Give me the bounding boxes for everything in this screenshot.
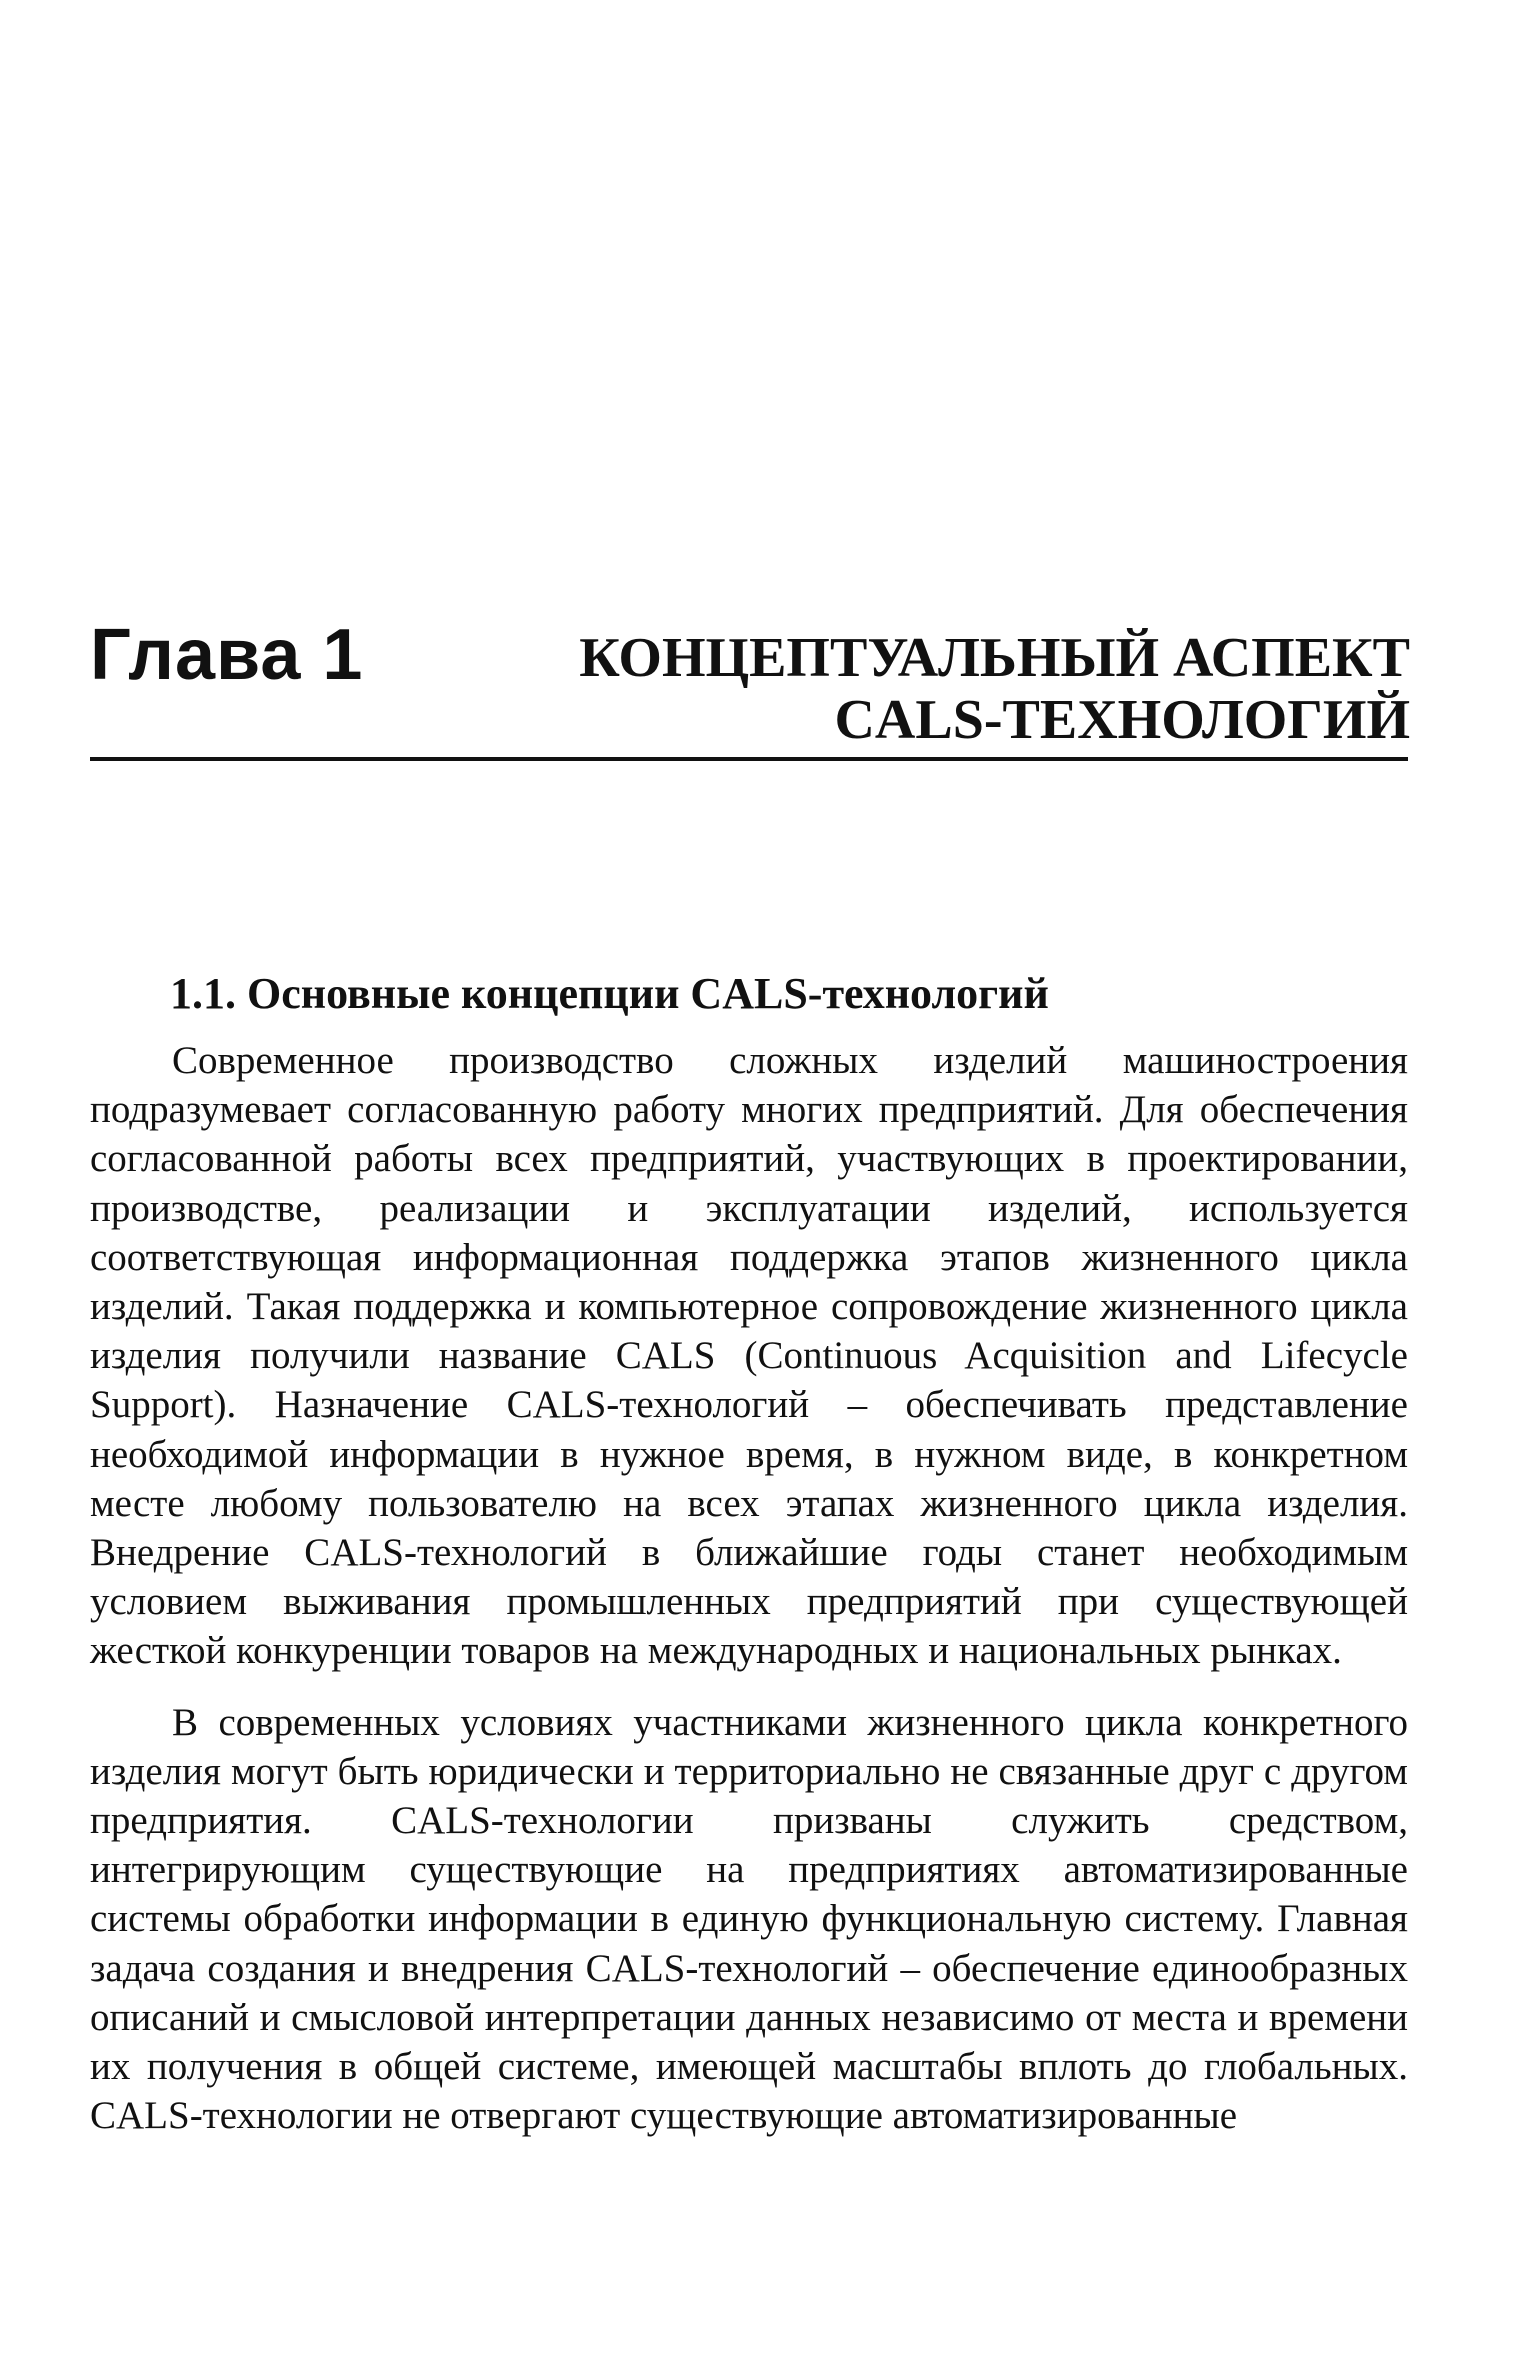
chapter-title <box>579 627 1410 751</box>
section-heading: 1.1. Основные концепции CALS-технологий <box>170 969 1049 1018</box>
paragraph-1: Современное производство сложных изделий машиностроения подразумевает согласованную работу многих предприятий. Для обеспечения согласованной работы всех предприятий, участвующих в проектировании, производстве, реализации и эксплуатации изделий, используется соответствующая информационная поддержка этапов жизненного цикла изделий. Такая поддержка и компьютерное сопровождение жизненного цикла изделия получили название CALS (Continuous Acquisition and Lifecycle Support). Назначение CALS-технологий – обеспечивать представление необходимой информации в нужное время, в нужном виде, в конкретном месте любому пользователю на всех этапах жизненного цикла изделия. Внедрение CALS-технологий в ближайшие годы станет необходимым условием выживания промышленных предприятий при существующей жесткой конкуренции товаров на международных и национальных рынках. <box>90 1039 1408 1673</box>
chapter-header <box>90 615 1410 765</box>
chapter-label: Глава 1 <box>90 615 364 695</box>
paragraph-2: В современных условиях участниками жизненного цикла конкретного изделия могут быть юридически и территориально не связанные друг с другом предприятия. CALS-технологии призваны служить средством, интегрирующим существующие на предприятиях автоматизированные системы обработки информации в единую функциональную систему. Главная задача создания и внедрения CALS-технологий – обеспечение единообразных описаний и смысловой интерпретации данных независимо от места и времени их получения в общей системе, имеющей масштабы вплоть до глобальных. CALS-технологии не отвергают существующие автоматизированные <box>90 1700 1408 2138</box>
body-text <box>90 1036 1408 2140</box>
chapter-divider <box>90 757 1408 761</box>
chapter-title-line-1: КОНЦЕПТУАЛЬНЫЙ АСПЕКТ <box>579 627 1410 689</box>
chapter-title-line-2: CALS-ТЕХНОЛОГИЙ <box>834 689 1410 751</box>
